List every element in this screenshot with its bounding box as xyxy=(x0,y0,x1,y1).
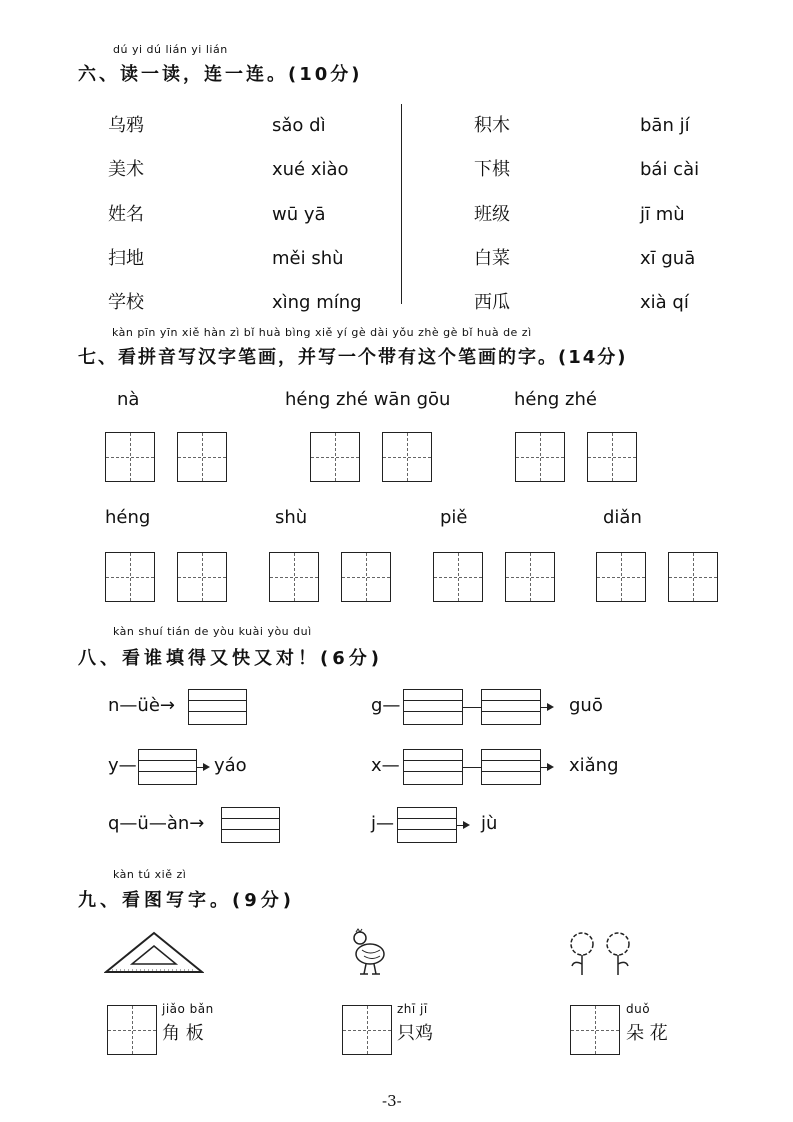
pinyin: wū yā xyxy=(272,203,326,225)
spell-box[interactable] xyxy=(481,749,541,785)
word: 乌鸦 xyxy=(108,115,144,136)
spell-box[interactable] xyxy=(188,689,247,725)
spell-item: q—ü—àn→ xyxy=(108,813,205,834)
arrow-icon xyxy=(463,821,470,829)
spell-item: n—üè→ xyxy=(108,695,175,716)
s6-pinyin: dú yi dú lián yi lián xyxy=(113,43,228,56)
spell-box[interactable] xyxy=(481,689,541,725)
pinyin: xià qí xyxy=(640,292,689,314)
spell-box[interactable] xyxy=(403,749,463,785)
writing-box[interactable] xyxy=(177,432,227,482)
stroke-label: piě xyxy=(440,507,468,528)
item-pinyin: duǒ xyxy=(626,1002,651,1016)
page-number: -3- xyxy=(382,1092,402,1110)
s8-pinyin: kàn shuí tián de yòu kuài yòu duì xyxy=(113,625,312,638)
writing-box[interactable] xyxy=(570,1005,620,1055)
writing-box[interactable] xyxy=(177,552,227,602)
s9-pinyin: kàn tú xiě zì xyxy=(113,868,187,881)
spell-result: xiǎng xyxy=(569,755,619,776)
stroke-label: diǎn xyxy=(603,507,642,528)
writing-box[interactable] xyxy=(505,552,555,602)
writing-box[interactable] xyxy=(107,1005,157,1055)
stroke-label: héng xyxy=(105,507,151,528)
word: 西瓜 xyxy=(474,292,510,314)
spell-box[interactable] xyxy=(403,689,463,725)
s7-pinyin: kàn pīn yīn xiě hàn zì bǐ huà bìng xiě yí gè dài yǒu zhè gè bǐ huà de zì xyxy=(112,326,532,339)
spell-result: guō xyxy=(569,695,603,716)
writing-box[interactable] xyxy=(269,552,319,602)
flowers-icon xyxy=(566,930,636,976)
spell-result: yáo xyxy=(214,755,247,776)
word: 学校 xyxy=(108,292,144,314)
s9-title: 九、看图写字。(9分) xyxy=(78,890,295,911)
pinyin: sǎo dì xyxy=(272,115,326,136)
spell-item: y— xyxy=(108,755,137,776)
spell-box[interactable] xyxy=(221,807,280,843)
writing-box[interactable] xyxy=(105,432,155,482)
pinyin: měi shù xyxy=(272,247,344,269)
arrow-icon xyxy=(547,703,554,711)
divider xyxy=(401,104,402,304)
pinyin: xī guā xyxy=(640,247,696,269)
writing-box[interactable] xyxy=(341,552,391,602)
arrow-icon xyxy=(547,763,554,771)
word: 积木 xyxy=(474,115,510,136)
stroke-label: héng zhé xyxy=(514,389,597,410)
spell-item: j— xyxy=(371,813,395,834)
writing-box[interactable] xyxy=(587,432,637,482)
writing-box[interactable] xyxy=(515,432,565,482)
pinyin: bái cài xyxy=(640,159,700,181)
word: 扫地 xyxy=(108,247,144,269)
spell-item: g— xyxy=(371,695,401,716)
triangle-ruler-icon xyxy=(104,930,204,976)
s7-title: 七、看拼音写汉字笔画，并写一个带有这个笔画的字。(14分) xyxy=(78,347,628,368)
pinyin: bān jí xyxy=(640,115,690,136)
writing-box[interactable] xyxy=(382,432,432,482)
s6-title: 六、读一读，连一连。(10分) xyxy=(78,64,363,85)
item-pinyin: jiǎo bǎn xyxy=(162,1002,214,1016)
writing-box[interactable] xyxy=(668,552,718,602)
pinyin: xué xiào xyxy=(272,159,349,181)
spell-box[interactable] xyxy=(138,749,197,785)
word: 美术 xyxy=(108,159,144,181)
word: 姓名 xyxy=(108,203,144,225)
arrow-icon xyxy=(203,763,210,771)
spell-item: x— xyxy=(371,755,400,776)
chicken-icon xyxy=(348,928,388,978)
s8-title: 八、看谁填得又快又对！(6分) xyxy=(78,648,383,669)
word: 下棋 xyxy=(474,159,510,181)
spell-result: jù xyxy=(481,813,498,834)
word: 班级 xyxy=(474,203,510,225)
item-chars: 角 板 xyxy=(162,1023,204,1044)
writing-box[interactable] xyxy=(342,1005,392,1055)
spell-box[interactable] xyxy=(397,807,457,843)
item-chars: 朵 花 xyxy=(626,1023,668,1044)
pinyin: xìng míng xyxy=(272,292,362,314)
stroke-label: héng zhé wān gōu xyxy=(285,389,451,410)
stroke-label: shù xyxy=(275,507,308,528)
writing-box[interactable] xyxy=(105,552,155,602)
writing-box[interactable] xyxy=(433,552,483,602)
item-pinyin: zhī jī xyxy=(397,1002,428,1016)
item-chars: 只鸡 xyxy=(397,1023,433,1044)
word: 白菜 xyxy=(474,247,510,269)
writing-box[interactable] xyxy=(596,552,646,602)
stroke-label: nà xyxy=(117,389,140,410)
writing-box[interactable] xyxy=(310,432,360,482)
pinyin: jī mù xyxy=(640,203,685,225)
